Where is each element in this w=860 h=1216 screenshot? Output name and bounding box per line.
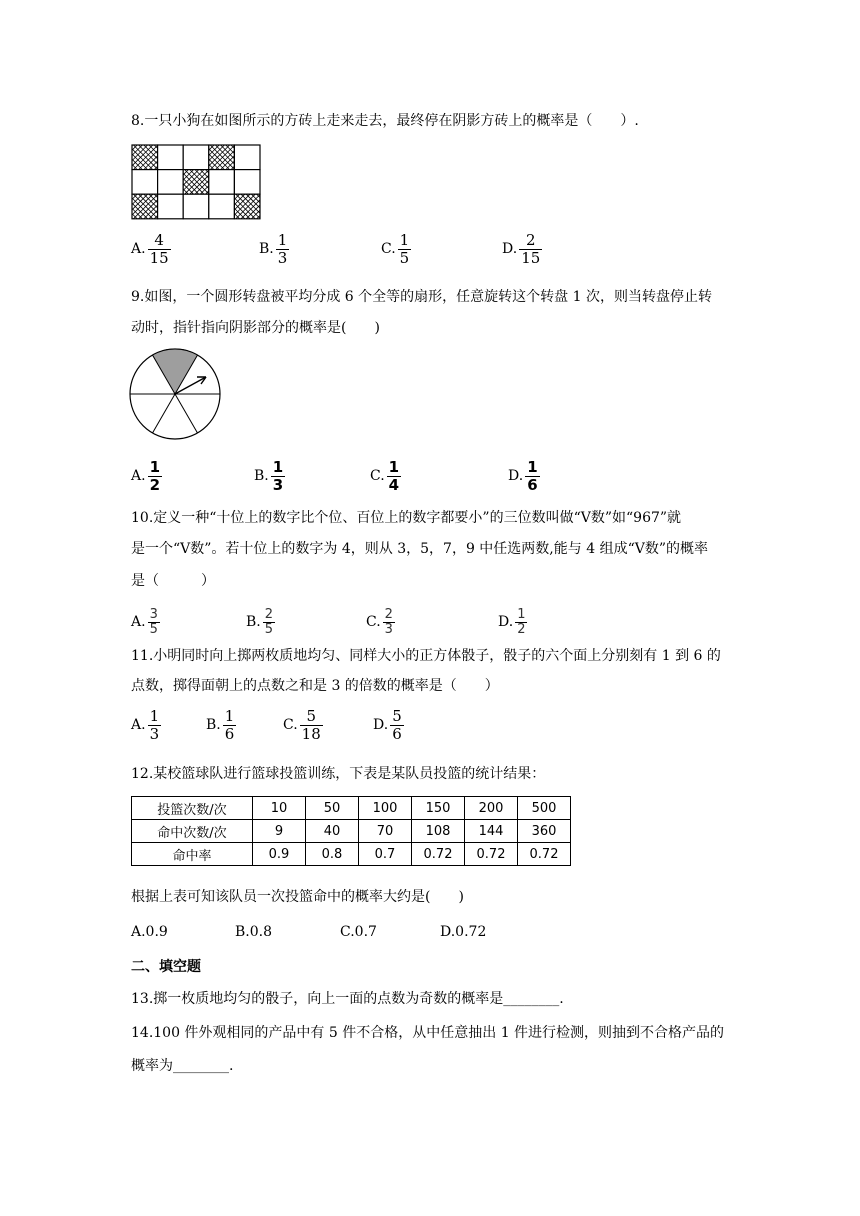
table-cell: 108 [412, 820, 465, 843]
option-label: A. [131, 241, 146, 257]
q12-option-b: B.0.8 [235, 924, 273, 940]
plain-tile [209, 194, 235, 219]
q11-option-a [131, 704, 161, 746]
table-cell: 0.8 [306, 843, 359, 866]
table-cell: 40 [306, 820, 359, 843]
plain-tile [183, 145, 209, 170]
fraction-denominator: 3 [272, 475, 284, 494]
q12-after-text: 根据上表可知该队员一次投篮命中的概率大约是( ) [131, 889, 464, 905]
option-label: C. [381, 241, 396, 257]
table-cell: 投篮次数/次 [132, 797, 253, 820]
fraction-numerator: 4 [154, 230, 164, 249]
option-label: D. [373, 717, 389, 733]
q10-option-c [366, 601, 395, 643]
q12-option-a: A.0.9 [131, 924, 168, 940]
option-label: B. [246, 614, 261, 630]
fraction-denominator: 2 [517, 621, 526, 637]
q10-option-a [131, 601, 160, 643]
option-label: A. [131, 717, 146, 733]
q8-option-d [502, 228, 542, 270]
fraction-numerator: 3 [149, 606, 158, 622]
fraction-denominator: 15 [521, 248, 541, 267]
fraction-numerator: 2 [384, 606, 393, 622]
q9-option-a [131, 455, 162, 497]
table-row [132, 843, 571, 866]
q11-option-b [206, 704, 236, 746]
table-cell: 100 [359, 797, 412, 820]
q10-text-line1: 10.定义一种“十位上的数字比个位、百位上的数字都要小”的三位数叫做“V数”如“967”就 [131, 510, 682, 526]
q10-option-d [498, 601, 527, 643]
plain-tile [158, 145, 184, 170]
fraction-denominator: 5 [399, 248, 410, 267]
q10-text-line2: 是一个“V数”。若十位上的数字为 4，则从 3，5，7，9 中任选两数,能与 4 组成“V数”的概率 [131, 541, 708, 557]
option-label: D. [502, 241, 518, 257]
option-label: C. [283, 717, 298, 733]
table-cell: 144 [465, 820, 518, 843]
table-cell: 500 [518, 797, 571, 820]
table-cell: 10 [253, 797, 306, 820]
table-cell: 0.72 [518, 843, 571, 866]
plain-tile [209, 170, 235, 195]
fraction-denominator: 4 [388, 475, 400, 494]
fraction-denominator: 5 [149, 621, 158, 637]
option-label: C. [366, 614, 381, 630]
q12-option-c: C.0.7 [340, 924, 377, 940]
fraction-numerator: 1 [277, 230, 288, 249]
fraction-denominator: 3 [277, 248, 288, 267]
fraction-denominator: 6 [392, 724, 402, 743]
option-label: B. [259, 241, 274, 257]
q8-option-b [259, 228, 289, 270]
fraction-numerator: 2 [525, 230, 536, 249]
q11-option-d [373, 704, 404, 746]
table-cell: 命中率 [132, 843, 253, 866]
tile-grid-figure [131, 144, 261, 220]
q10-text-line3: 是（ ） [131, 573, 215, 589]
q10-option-b [246, 601, 275, 643]
table-cell: 0.72 [412, 843, 465, 866]
section-title: 二、填空题 [131, 959, 201, 975]
fraction-numerator: 1 [388, 457, 400, 476]
table-cell: 70 [359, 820, 412, 843]
q14-text-line1: 14.100 件外观相同的产品中有 5 件不合格，从中任意抽出 1 件进行检测，则抽到不合格产品的 [131, 1025, 725, 1041]
q12-option-d: D.0.72 [440, 924, 487, 940]
table-cell: 0.7 [359, 843, 412, 866]
option-label: C. [370, 468, 385, 484]
table-row [132, 797, 571, 820]
option-label: D. [498, 614, 514, 630]
table-cell: 200 [465, 797, 518, 820]
q14-text-line2: 概率为________. [131, 1058, 234, 1074]
q9-option-b [254, 455, 285, 497]
fraction-denominator: 6 [224, 724, 235, 743]
fraction-numerator: 5 [392, 706, 402, 725]
plain-tile [234, 170, 260, 195]
fraction-denominator: 3 [384, 621, 393, 637]
q9-text-line1: 9.如图，一个圆形转盘被平均分成 6 个全等的扇形，任意旋转这个转盘 1 次，则当转盘停止转 [131, 289, 712, 305]
table-row [132, 820, 571, 843]
option-label: A. [131, 614, 146, 630]
shooting-stats-table [131, 796, 571, 866]
fraction-numerator: 1 [224, 706, 235, 725]
fraction-denominator: 2 [149, 475, 160, 494]
table-cell: 360 [518, 820, 571, 843]
table-cell: 9 [253, 820, 306, 843]
q9-text-line2: 动时，指针指向阴影部分的概率是( ) [131, 320, 380, 336]
fraction-denominator: 3 [149, 724, 160, 743]
plain-tile [132, 170, 158, 195]
fraction-numerator: 1 [149, 457, 160, 476]
q11-text-line2: 点数，掷得面朝上的点数之和是 3 的倍数的概率是（ ） [131, 678, 499, 694]
q9-option-d [508, 455, 540, 497]
fraction-numerator: 1 [149, 706, 160, 725]
q8-text: 8.一只小狗在如图所示的方砖上走来走去，最终停在阴影方砖上的概率是（ ）. [131, 113, 639, 129]
q12-text: 12.某校篮球队进行篮球投篮训练，下表是某队员投篮的统计结果： [131, 766, 546, 782]
fraction-denominator: 15 [149, 248, 169, 267]
table-cell: 命中次数/次 [132, 820, 253, 843]
option-label: B. [254, 468, 269, 484]
fraction-numerator: 5 [306, 706, 316, 725]
fraction-numerator: 1 [517, 606, 526, 622]
option-label: B. [206, 717, 221, 733]
fraction-numerator: 1 [272, 457, 284, 476]
table-cell: 150 [412, 797, 465, 820]
plain-tile [234, 145, 260, 170]
table-cell: 0.72 [465, 843, 518, 866]
option-label: D. [508, 468, 524, 484]
q11-option-c [283, 704, 323, 746]
q11-text-line1: 11.小明同时向上掷两枚质地均匀、同样大小的正方体骰子，骰子的六个面上分别刻有 1 到 6 的 [131, 648, 721, 664]
fraction-denominator: 18 [301, 724, 321, 743]
q8-option-a [131, 228, 171, 270]
fraction-numerator: 1 [399, 230, 410, 249]
q8-option-c [381, 228, 411, 270]
fraction-denominator: 6 [527, 475, 538, 494]
option-label: A. [131, 468, 146, 484]
q13-text: 13.掷一枚质地均匀的骰子，向上一面的点数为奇数的概率是________. [131, 991, 564, 1007]
fraction-denominator: 5 [264, 621, 274, 637]
fraction-numerator: 1 [527, 457, 538, 476]
spinner-figure [127, 346, 223, 442]
fraction-numerator: 2 [264, 606, 274, 622]
q9-option-c [370, 455, 401, 497]
table-cell: 0.9 [253, 843, 306, 866]
table-cell: 50 [306, 797, 359, 820]
plain-tile [158, 194, 184, 219]
plain-tile [183, 194, 209, 219]
plain-tile [158, 170, 184, 195]
